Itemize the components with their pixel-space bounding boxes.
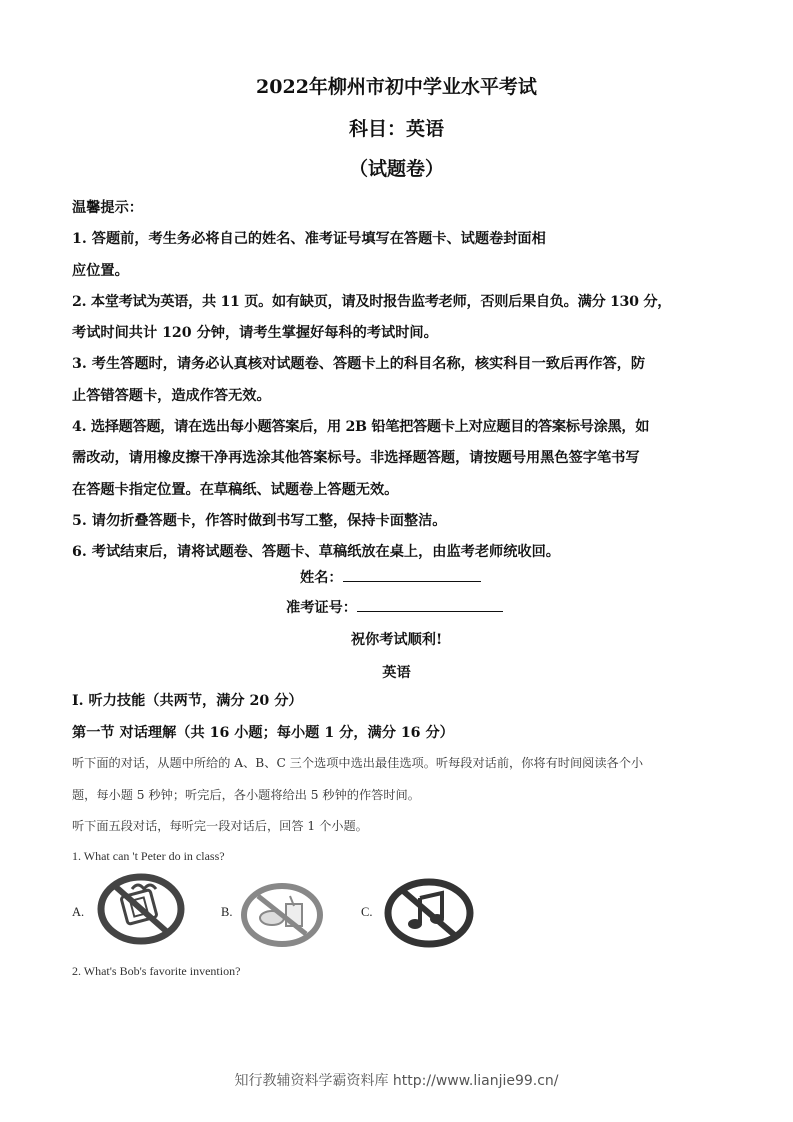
exam-subject: 科目：英语 <box>348 118 444 140</box>
instruction-line: 听下面的对话，从题中所给的 A、B、C 三个选项中选出最佳选项。听每段对话前，你将有时间阅读各个小 <box>72 756 644 770</box>
question-2: 2. What's Bob's favorite invention? <box>72 964 241 978</box>
option-b-label: B. <box>221 905 233 919</box>
notice-line: 在答题卡指定位置。在草稿纸、试题卷上答题无效。 <box>72 481 399 498</box>
notice-block <box>72 193 732 569</box>
no-phone-sign-icon <box>96 873 186 949</box>
name-label: 姓名： <box>300 570 343 586</box>
paper-label: （试题卷） <box>348 158 444 180</box>
option-c-label: C. <box>361 905 373 919</box>
question-1: 1. What can 't Peter do in class? <box>72 849 225 863</box>
name-blank[interactable] <box>343 567 481 582</box>
notice-line: 3. 考生答题时，请务必认真核对试题卷、答题卡上的科目名称，核实科目一致后再作答，防 <box>72 356 646 373</box>
subsection-heading: 第一节 对话理解（共 16 小题；每小题 1 分，满分 16 分） <box>72 725 454 741</box>
notice-line: 5. 请勿折叠答题卡，作答时做到书写工整，保持卡面整洁。 <box>72 512 447 529</box>
no-food-sign-icon <box>240 882 324 952</box>
english-heading: 英语 <box>382 665 411 681</box>
no-music-sign-icon <box>384 878 474 952</box>
notice-line: 应位置。 <box>72 262 129 279</box>
notice-line: 止答错答题卡，造成作答无效。 <box>72 387 271 404</box>
notice-line: 6. 考试结束后，请将试题卷、答题卡、草稿纸放在桌上，由监考老师统收回。 <box>72 544 560 561</box>
instruction-line: 听下面五段对话，每听完一段对话后，回答 1 个小题。 <box>72 819 368 833</box>
notice-line: 考试时间共计 120 分钟，请考生掌握好每科的考试时间。 <box>72 325 438 342</box>
notice-line: 需改动，请用橡皮擦干净再选涂其他答案标号。非选择题答题，请按题号用黑色签字笔书写 <box>72 450 640 467</box>
exam-id-label: 准考证号： <box>286 600 357 616</box>
instruction-line: 题，每小题 5 秒钟；听完后，各小题将给出 5 秒钟的作答时间。 <box>72 788 420 802</box>
good-luck-text: 祝你考试顺利! <box>350 632 443 648</box>
exam-id-field <box>286 597 503 617</box>
notice-line: 4. 选择题答题，请在选出每小题答案后，用 2B 铅笔把答题卡上对应题目的答案标号涂黑，如 <box>72 419 650 436</box>
exam-id-blank[interactable] <box>357 597 503 612</box>
notice-line: 2. 本堂考试为英语，共 11 页。如有缺页，请及时报告监考老师，否则后果自负。满分 130 分， <box>72 293 672 310</box>
section-heading: I. 听力技能（共两节，满分 20 分） <box>72 693 303 709</box>
footer-watermark: 知行教辅资料学霸资料库 http://www.lianjie99.cn/ <box>234 1073 559 1089</box>
option-a-label: A. <box>72 905 85 919</box>
notice-line: 1. 答题前，考生务必将自己的姓名、准考证号填写在答题卡、试题卷封面相 <box>72 231 546 248</box>
notice-heading: 温馨提示： <box>72 200 143 216</box>
name-field <box>300 567 481 587</box>
exam-title: 2022年柳州市初中学业水平考试 <box>256 76 537 98</box>
